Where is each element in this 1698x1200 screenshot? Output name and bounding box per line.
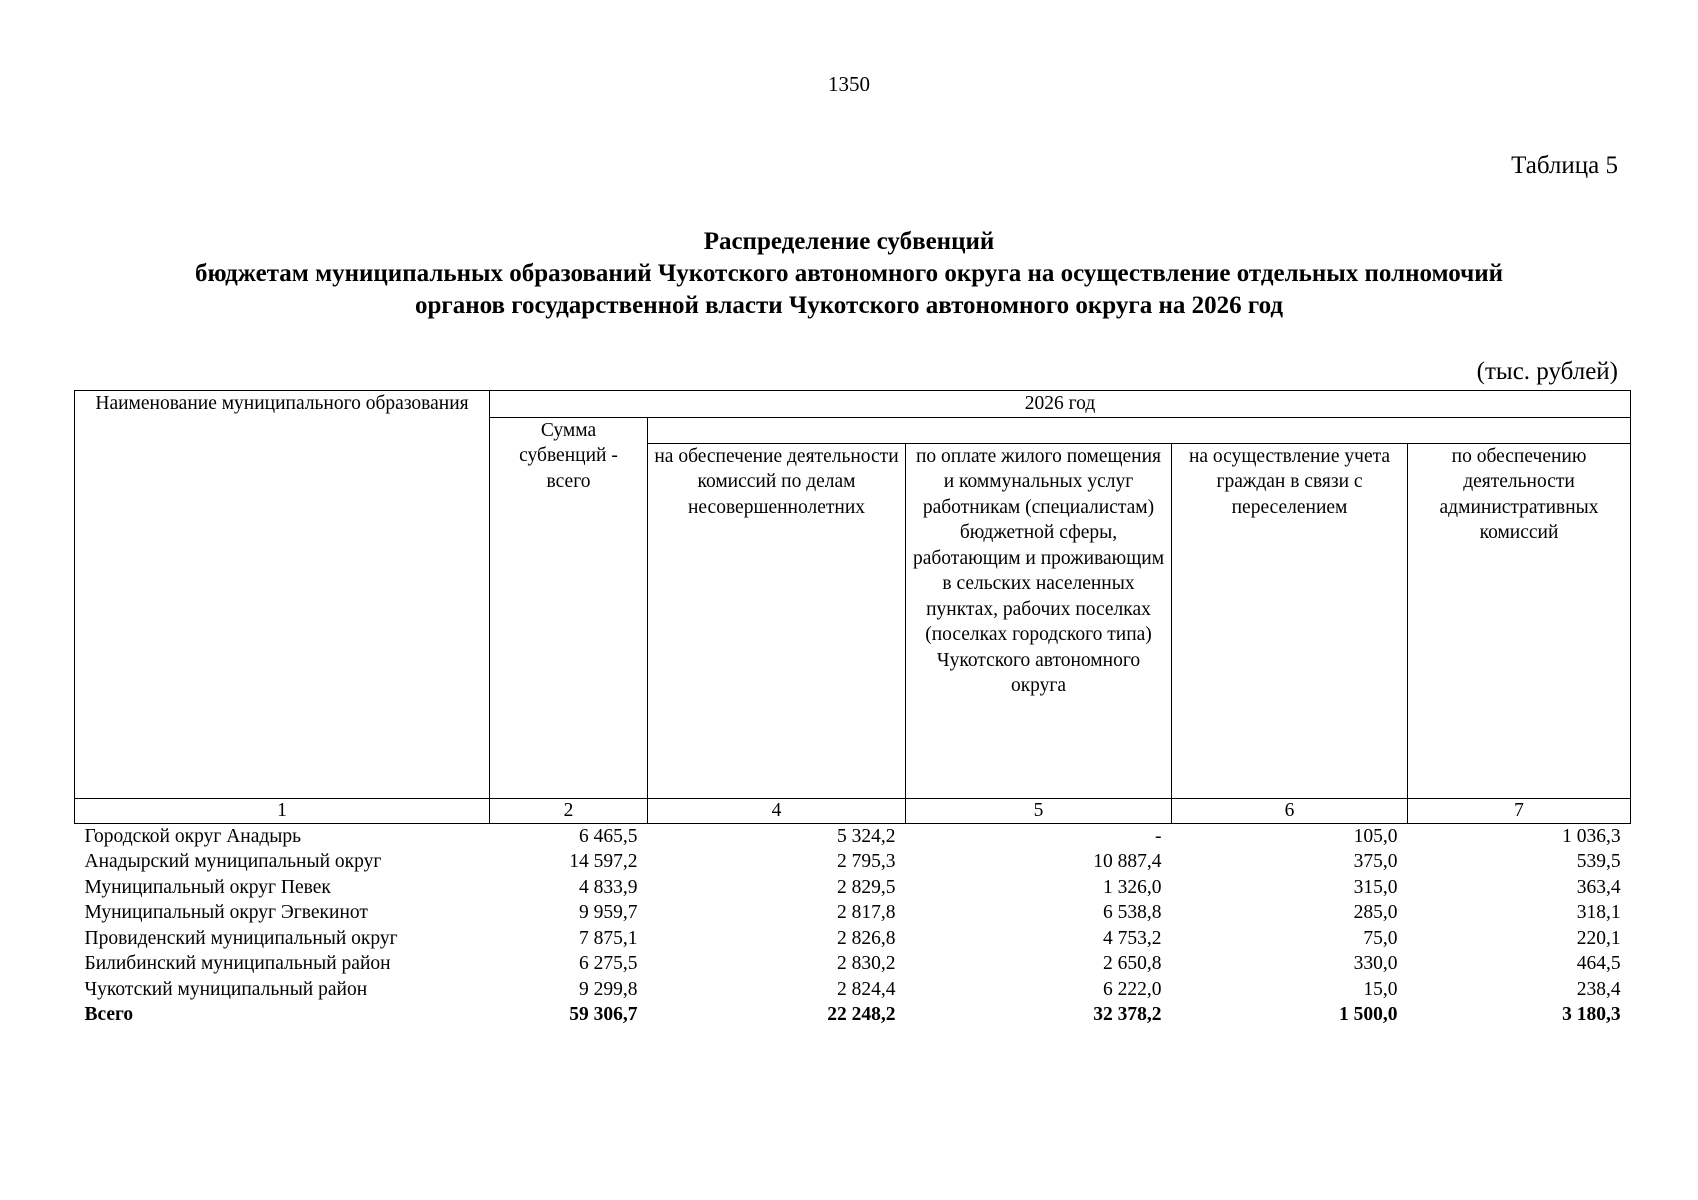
total-name: Всего xyxy=(84,1004,134,1025)
total-col6: 1 500,0 xyxy=(1339,1004,1398,1025)
table-header xyxy=(75,391,1631,824)
units-label: (тыс. рублей) xyxy=(1476,358,1618,385)
row-col7: 1 036,3 xyxy=(1562,825,1621,847)
table-row xyxy=(75,951,1631,977)
col-number: 7 xyxy=(1408,798,1631,823)
header-blank xyxy=(648,417,1631,443)
col-number: 5 xyxy=(906,798,1172,823)
header-sum-total: Сумма субвенций - всего xyxy=(490,417,648,798)
row-col4: 2 829,5 xyxy=(837,876,896,898)
col-number: 1 xyxy=(75,798,490,823)
header-name: Наименование муниципального образования xyxy=(75,391,490,799)
row-col4: 2 826,8 xyxy=(837,927,896,949)
table-row xyxy=(75,823,1631,849)
title-line-3: органов государственной власти Чукотского автономного округа на 2026 год xyxy=(414,292,1284,319)
row-col6: 285,0 xyxy=(1353,902,1398,923)
subsidy-table-container xyxy=(74,390,1630,1028)
row-sum: 9 959,7 xyxy=(579,902,638,923)
col-number: 4 xyxy=(648,798,906,823)
row-name: Провиденский муниципальный округ xyxy=(84,927,398,949)
row-name: Городской округ Анадырь xyxy=(84,825,302,847)
col-number: 2 xyxy=(490,798,648,823)
row-col5: 2 650,8 xyxy=(1103,953,1162,974)
row-col6: 75,0 xyxy=(1363,927,1398,949)
total-row xyxy=(75,1002,1631,1028)
document-title xyxy=(0,226,1698,322)
row-sum: 9 299,8 xyxy=(579,978,638,1000)
header-col5: по оплате жилого помещения и коммунальных услуг работникам (специалистам) бюджетной сферы, работающим и проживающим в сельских населенных пунктах, рабочих поселках (поселках городского типа) Чукотского автономного округа xyxy=(906,443,1172,798)
subsidy-table xyxy=(74,390,1631,1028)
header-col7: по обеспечению деятельности административных комиссий xyxy=(1408,443,1631,798)
page-number: 1350 xyxy=(828,72,870,96)
row-col5: 6 538,8 xyxy=(1103,902,1162,923)
row-col6: 375,0 xyxy=(1353,851,1398,872)
header-col4: на обеспечение деятельности комиссий по делам несовершеннолетних xyxy=(648,443,906,798)
row-sum: 6 275,5 xyxy=(579,953,638,974)
table-row xyxy=(75,977,1631,1003)
table-row xyxy=(75,926,1631,952)
row-name: Муниципальный округ Эгвекинот xyxy=(84,902,368,923)
header-year: 2026 год xyxy=(490,391,1631,418)
table-row xyxy=(75,875,1631,901)
row-sum: 4 833,9 xyxy=(579,876,638,898)
title-line-1: Распределение субвенций xyxy=(703,228,995,255)
row-col7: 318,1 xyxy=(1576,902,1621,923)
row-sum: 7 875,1 xyxy=(579,927,638,949)
row-col6: 15,0 xyxy=(1363,978,1398,1000)
row-col7: 220,1 xyxy=(1576,927,1621,949)
column-number-row xyxy=(75,798,1631,823)
total-col4: 22 248,2 xyxy=(827,1004,896,1025)
total-sum: 59 306,7 xyxy=(569,1004,638,1025)
table-row xyxy=(75,849,1631,875)
row-col7: 464,5 xyxy=(1576,953,1621,974)
row-name: Билибинский муниципальный район xyxy=(84,953,391,974)
row-col5: 1 326,0 xyxy=(1103,876,1162,898)
row-sum: 14 597,2 xyxy=(569,851,638,872)
row-col4: 2 830,2 xyxy=(837,953,896,974)
row-name: Муниципальный округ Певек xyxy=(84,876,331,898)
row-col4: 2 824,4 xyxy=(837,978,896,1000)
row-sum: 6 465,5 xyxy=(579,825,638,847)
table-label: Таблица 5 xyxy=(1511,152,1618,179)
row-col5: 6 222,0 xyxy=(1103,978,1162,1000)
row-col5: - xyxy=(1155,825,1162,847)
row-col6: 315,0 xyxy=(1353,876,1398,898)
row-col6: 105,0 xyxy=(1353,825,1398,847)
row-col4: 2 795,3 xyxy=(837,851,896,872)
row-col6: 330,0 xyxy=(1353,953,1398,974)
header-col6: на осуществление учета граждан в связи с переселением xyxy=(1172,443,1408,798)
row-col4: 2 817,8 xyxy=(837,902,896,923)
row-col5: 4 753,2 xyxy=(1103,927,1162,949)
row-name: Анадырский муниципальный округ xyxy=(84,851,382,872)
row-col4: 5 324,2 xyxy=(837,825,896,847)
row-col7: 539,5 xyxy=(1576,851,1621,872)
row-col7: 363,4 xyxy=(1576,876,1621,898)
title-line-2: бюджетам муниципальных образований Чукотского автономного округа на осуществление отдельных полномочий xyxy=(194,260,1504,287)
table-row xyxy=(75,900,1631,926)
row-name: Чукотский муниципальный район xyxy=(84,978,368,1000)
total-col7: 3 180,3 xyxy=(1562,1004,1621,1025)
row-col7: 238,4 xyxy=(1576,978,1621,1000)
total-col5: 32 378,2 xyxy=(1093,1004,1162,1025)
col-number: 6 xyxy=(1172,798,1408,823)
table-body xyxy=(75,823,1631,1028)
row-col5: 10 887,4 xyxy=(1093,851,1162,872)
